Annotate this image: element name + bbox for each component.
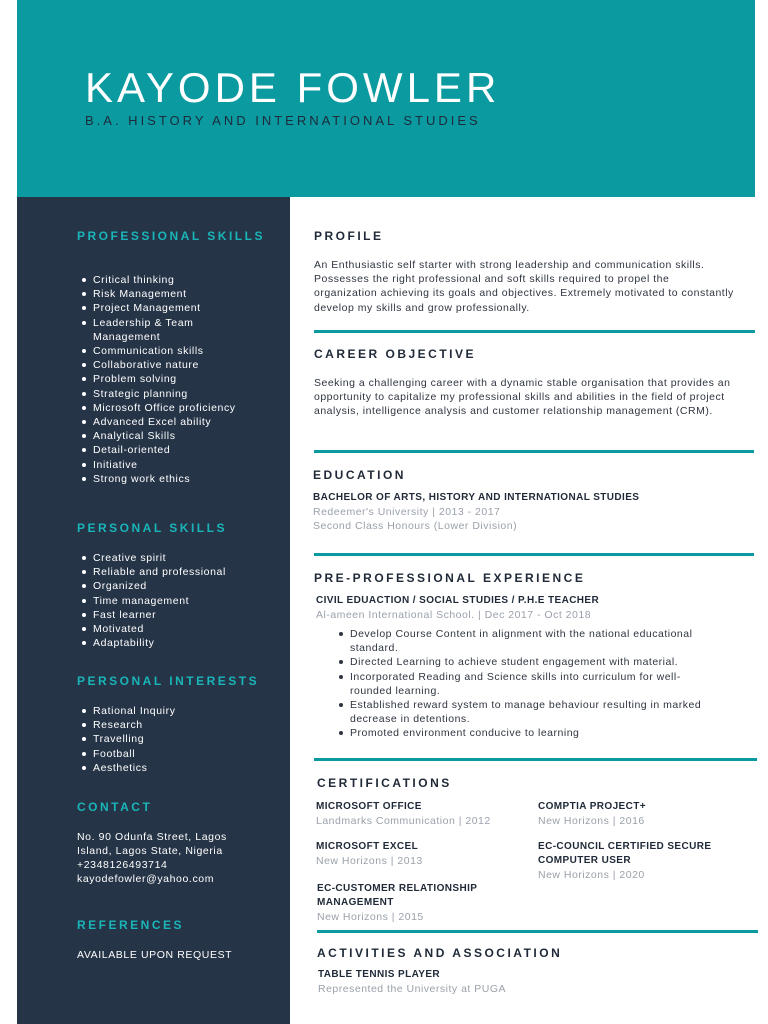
list-item: Football xyxy=(93,747,243,761)
experience-org: Al-ameen International School. | Dec 2017 - Oct 2018 xyxy=(316,609,592,621)
cert-title: MICROSOFT OFFICE xyxy=(316,801,422,812)
education-grade: Second Class Honours (Lower Division) xyxy=(313,520,518,532)
list-item: Directed Learning to achieve student engagement with material. xyxy=(350,655,710,669)
list-item: Established reward system to manage behaviour resulting in marked decrease in detentions. xyxy=(350,698,710,726)
profile-heading: PROFILE xyxy=(314,229,384,243)
experience-heading: PRE-PROFESSIONAL EXPERIENCE xyxy=(314,571,586,585)
experience-bullets xyxy=(350,627,710,741)
list-item: Adaptability xyxy=(93,636,243,650)
experience-title: CIVIL EDUACTION / SOCIAL STUDIES / P.H.E TEACHER xyxy=(316,595,600,606)
list-item: Motivated xyxy=(93,622,243,636)
references-text: AVAILABLE UPON REQUEST xyxy=(77,949,233,961)
list-item: Time management xyxy=(93,594,243,608)
contact-heading: CONTACT xyxy=(77,800,153,814)
list-item: Travelling xyxy=(93,732,243,746)
candidate-name: KAYODE FOWLER xyxy=(85,64,501,111)
cert-issuer: New Horizons | 2016 xyxy=(538,815,645,827)
list-item: Rational Inquiry xyxy=(93,704,243,718)
list-item: Analytical Skills xyxy=(93,429,243,443)
cert-title: COMPTIA PROJECT+ xyxy=(538,801,646,812)
section-divider xyxy=(317,930,758,933)
objective-heading: CAREER OBJECTIVE xyxy=(314,347,477,361)
cert-issuer: New Horizons | 2013 xyxy=(316,855,423,867)
activity-description: Represented the University at PUGA xyxy=(318,983,506,995)
activity-title: TABLE TENNIS PLAYER xyxy=(318,969,441,980)
education-degree: BACHELOR OF ARTS, HISTORY AND INTERNATIONAL STUDIES xyxy=(313,492,640,503)
education-school: Redeemer's University | 2013 - 2017 xyxy=(313,506,501,518)
list-item: Reliable and professional xyxy=(93,565,243,579)
list-item: Strong work ethics xyxy=(93,472,243,486)
cert-title: MICROSOFT EXCEL xyxy=(316,841,419,852)
contact-address: No. 90 Odunfa Street, Lagos Island, Lagos State, Nigeria xyxy=(77,831,227,858)
list-item: Microsoft Office proficiency xyxy=(93,401,243,415)
list-item: Develop Course Content in alignment with the national educational standard. xyxy=(350,627,710,655)
list-item: Communication skills xyxy=(93,344,243,358)
professional-skills-list xyxy=(93,273,243,486)
candidate-degree: B.A. HISTORY AND INTERNATIONAL STUDIES xyxy=(85,113,481,128)
list-item: Fast learner xyxy=(93,608,243,622)
section-divider xyxy=(314,758,757,761)
cert-title: EC-COUNCIL CERTIFIED SECURE COMPUTER USER xyxy=(538,841,712,866)
cert-issuer: Landmarks Communication | 2012 xyxy=(316,815,491,827)
objective-text: Seeking a challenging career with a dynamic stable organisation that provides an opportunity to capitalize my professional skills and abilities in the field of project analysis, intelligence analysis and customer relationship management (CRM). xyxy=(314,377,731,418)
references-heading: REFERENCES xyxy=(77,918,185,932)
activities-heading: ACTIVITIES AND ASSOCIATION xyxy=(317,946,563,960)
personal-interests-heading: PERSONAL INTERESTS xyxy=(77,674,260,688)
list-item: Aesthetics xyxy=(93,761,243,775)
section-divider xyxy=(314,450,754,453)
list-item: Incorporated Reading and Science skills into curriculum for well-rounded learning. xyxy=(350,670,710,698)
profile-text: An Enthusiastic self starter with strong leadership and communication skills. Possesses the right professional and soft skills required to propel the organization achieving its goals and objectives. Extremely motivated to constantly develop my skills and grow professionally. xyxy=(314,259,734,314)
list-item: Research xyxy=(93,718,243,732)
cert-issuer: New Horizons | 2015 xyxy=(317,911,424,923)
list-item: Collaborative nature xyxy=(93,358,243,372)
list-item: Initiative xyxy=(93,458,243,472)
sidebar xyxy=(17,197,290,1024)
list-item: Detail-oriented xyxy=(93,443,243,457)
personal-interests-list xyxy=(93,704,243,775)
contact-email: kayodefowler@yahoo.com xyxy=(77,873,215,885)
personal-skills-heading: PERSONAL SKILLS xyxy=(77,521,227,535)
list-item: Advanced Excel ability xyxy=(93,415,243,429)
header-banner xyxy=(17,0,755,197)
certifications-heading: CERTIFICATIONS xyxy=(317,776,452,790)
cert-issuer: New Horizons | 2020 xyxy=(538,869,645,881)
education-heading: EDUCATION xyxy=(313,468,406,482)
list-item: Organized xyxy=(93,579,243,593)
list-item: Risk Management xyxy=(93,287,243,301)
professional-skills-heading: PROFESSIONAL SKILLS xyxy=(77,229,265,243)
list-item: Promoted environment conducive to learning xyxy=(350,726,710,740)
cert-title: EC-CUSTOMER RELATIONSHIP MANAGEMENT xyxy=(317,883,478,908)
list-item: Critical thinking xyxy=(93,273,243,287)
section-divider xyxy=(314,553,754,556)
section-divider xyxy=(314,330,755,333)
personal-skills-list xyxy=(93,551,243,650)
list-item: Creative spirit xyxy=(93,551,243,565)
list-item: Leadership & Team Management xyxy=(93,316,243,344)
list-item: Strategic planning xyxy=(93,387,243,401)
list-item: Problem solving xyxy=(93,372,243,386)
list-item: Project Management xyxy=(93,301,243,315)
contact-phone: +2348126493714 xyxy=(77,859,168,871)
